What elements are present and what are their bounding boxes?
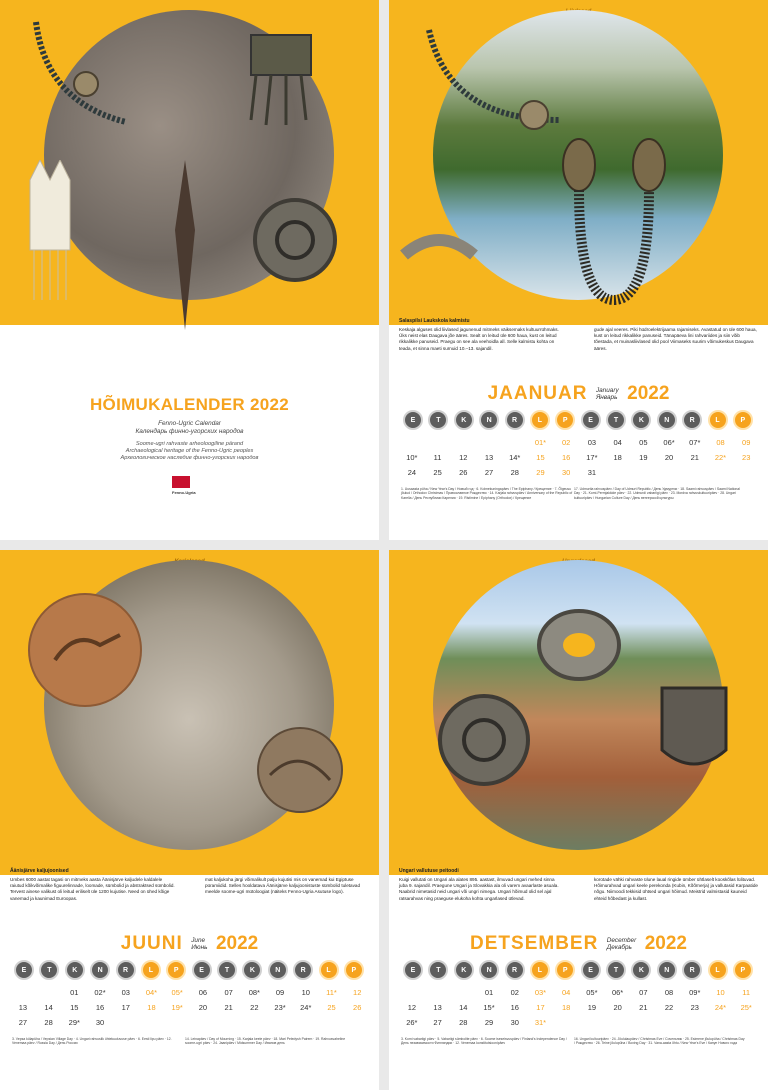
- date-cell: 26: [459, 468, 468, 477]
- holiday-notes: [401, 487, 756, 500]
- date-cell: [656, 1015, 682, 1030]
- body-text-right: mat kaljukoha järgi võimalikult palju kujutisi mis on vanemad kui Egiptuse püramiidid. Selles hooldatava Äänisjärve kaljujoonistuste sümbolid tuletavad meelde soome-ugri mütoloogiat (näiteks Fenno-Ugria Asutuse logo).: [205, 877, 361, 895]
- date-cell: 02: [562, 438, 571, 447]
- weekday-head: L: [708, 410, 728, 430]
- bracelet-icon: [399, 225, 479, 285]
- date-cell: 10*: [406, 453, 418, 462]
- date-cell: 07: [639, 988, 648, 997]
- weekday-head: E: [403, 410, 423, 430]
- weekday-head: R: [505, 410, 525, 430]
- body-text-left: Umbes 6000 aastat tagasi on mitmeks aasta Äänisjärve kaljudele kaldalele raiutud kõikvõimalike figuurelinnade, loomade, sümbolid ja abstraktsed sümbolid. Tervest ainese valikust oli leitud eriliselt üle 1200 kujutise. Need on ühed kõige vanemad ja kaunimad Euroopas.: [10, 877, 175, 901]
- date-row: [399, 450, 759, 465]
- date-cell: 06*: [611, 988, 624, 997]
- date-cell: 08: [664, 988, 674, 997]
- date-cell: [733, 1015, 759, 1030]
- date-cell: 25: [433, 468, 442, 477]
- date-cell: 02*: [94, 988, 106, 997]
- oval-brooch-icon: [534, 605, 624, 685]
- desc-en: Archaeological heritage of the Fenno-Ugric peoples: [125, 448, 254, 454]
- weekday-head: P: [733, 410, 753, 430]
- date-cell: 04*: [145, 988, 158, 997]
- month-translations: [607, 937, 636, 951]
- date-cell: [241, 1015, 267, 1030]
- date-cell: 28: [459, 1018, 468, 1027]
- calendar-title: HÕIMUKALENDER 2022: [89, 395, 290, 414]
- month-heading: [389, 933, 768, 955]
- photo-label: Äänisjärve kaljujoonised: [10, 868, 69, 874]
- date-cell: 29*: [68, 1018, 80, 1027]
- date-cell: 14: [459, 1003, 468, 1012]
- date-cell: 24*: [714, 1003, 727, 1012]
- weekday-head: T: [428, 410, 448, 430]
- weekday-head: R: [505, 960, 525, 980]
- date-cell: [708, 1015, 734, 1030]
- date-cell: 12: [459, 453, 468, 462]
- weekday-head: E: [581, 960, 601, 980]
- date-cell: 03: [121, 988, 130, 997]
- date-cell: [344, 1015, 370, 1030]
- january-page: [389, 0, 768, 540]
- date-cell: 07: [224, 988, 233, 997]
- date-cell: [267, 1015, 293, 1030]
- date-cell: [579, 1015, 605, 1030]
- date-cell: 06*: [663, 438, 675, 447]
- weekday-head: K: [631, 410, 651, 430]
- date-cell: 10: [716, 988, 725, 997]
- date-cell: 13: [484, 453, 494, 462]
- date-cell: [425, 985, 451, 1000]
- date-cell: 23: [690, 1003, 699, 1012]
- desc-ru: Археологическое наследие финно-угорских народов: [120, 455, 259, 461]
- date-cell: 10: [301, 988, 310, 997]
- date-cell: 27: [484, 468, 494, 477]
- subtitle-en: Fenno-Ugric Calendar: [158, 420, 221, 427]
- date-cell: 27: [433, 1018, 442, 1027]
- date-cell: 15*: [483, 1003, 495, 1012]
- date-grid: [10, 985, 370, 1030]
- date-row: [399, 1015, 759, 1030]
- month-ru: Июнь: [191, 944, 208, 951]
- date-cell: 04: [562, 988, 571, 997]
- weekday-head: N: [90, 960, 110, 980]
- weekday-head: T: [606, 410, 626, 430]
- date-cell: 21: [690, 453, 699, 462]
- date-cell: 16: [510, 1003, 519, 1012]
- date-cell: 29: [484, 1018, 494, 1027]
- month-year: 2022: [627, 383, 670, 404]
- date-cell: 09*: [689, 988, 701, 997]
- weekday-head: E: [581, 410, 601, 430]
- weekday-head: N: [657, 960, 677, 980]
- date-cell: 26*: [406, 1018, 418, 1027]
- date-cell: 26: [353, 1003, 362, 1012]
- date-cell: 12: [407, 1003, 417, 1012]
- date-row: [399, 1000, 759, 1015]
- date-cell: 21: [224, 1003, 233, 1012]
- body-text-left: Keskaja alguses olid liivlased jagunenud mitmeks väiksemaks kultuurrühmaks. Üks neist elas Daugava jõe ääres. Sealt on leitud üle 600 haua, kust on leitud rikkalikke panuseid. Praegu on see ala veehoidla all. Selle kalmistu kohta on teada, et sinna maeti surnuid 10.–13. sajandil.: [399, 327, 559, 351]
- date-grid: [399, 985, 759, 1030]
- sabretache-plate-icon: [654, 680, 734, 780]
- weekday-header: [403, 410, 753, 430]
- date-cell: 30: [95, 1018, 105, 1027]
- weekday-head: P: [166, 960, 186, 980]
- date-cell: [164, 1015, 190, 1030]
- date-cell: 27: [18, 1018, 28, 1027]
- weekday-head: K: [454, 410, 474, 430]
- date-cell: 29: [536, 468, 545, 477]
- month-name: JUUNI: [120, 933, 183, 954]
- notes-right: 17. Udmurtia rahvuspäev / Day of Udmurt Republic / День Удмуртии · 18. Saami rahvuspäev / Saami National Day · 21. Komi-Permjakkide päev · 22. Udmurdi vabariigi päev · 23. Mordva rahvuskultuuripäev · 28. Ungari kultuuripäev / Hungarian Culture Day / День венгерской культуры: [573, 487, 740, 500]
- date-row: [399, 435, 759, 450]
- round-brooch-icon: [250, 195, 340, 285]
- weekday-head: E: [403, 960, 423, 980]
- weekday-head: K: [454, 960, 474, 980]
- date-cell: [190, 1015, 216, 1030]
- date-cell: [605, 1015, 631, 1030]
- weekday-head: R: [682, 960, 702, 980]
- date-cell: [10, 985, 36, 1000]
- weekday-head: R: [682, 410, 702, 430]
- month-translations: [596, 387, 619, 401]
- body-text-left: Kuigi vallutati on Ungari ala alates 895. aastast, ilmuvad ungari mehed sinna juba 9. sajandil. Praegune Ungari ja Slovakkia ala oli varem avaarlaste asuala. Naabrid nimetasid neid ungari või ungri nimega. Ungari hõimud olid sel ajal ratsarahvas ning praeguse elukoha kohta ungarlased ütlevad.: [399, 877, 559, 901]
- date-cell: 25: [327, 1003, 336, 1012]
- date-cell: [450, 985, 476, 1000]
- bead-necklace-icon: [26, 12, 146, 132]
- month-name: JAANUAR: [487, 383, 588, 404]
- date-cell: 17: [536, 1003, 545, 1012]
- date-cell: [656, 465, 682, 480]
- cover-page: [0, 0, 379, 540]
- weekday-header: [403, 960, 753, 980]
- calendar-description: [0, 441, 379, 462]
- date-cell: 19*: [171, 1003, 183, 1012]
- date-cell: 19: [639, 453, 648, 462]
- weekday-head: P: [555, 410, 575, 430]
- rock-carving-detail-icon: [25, 590, 145, 710]
- weekday-head: R: [116, 960, 136, 980]
- date-cell: 09: [742, 438, 751, 447]
- photo-label: Ungari vallutuse peitoodi: [399, 868, 459, 874]
- date-cell: 30: [510, 1018, 519, 1027]
- month-ru: Январь: [595, 394, 618, 401]
- month-year: 2022: [215, 933, 259, 954]
- date-cell: 11: [742, 988, 751, 997]
- date-cell: 22: [664, 1003, 674, 1012]
- date-cell: [630, 465, 656, 480]
- weekday-head: P: [733, 960, 753, 980]
- date-row: [10, 985, 370, 1000]
- date-cell: 16: [95, 1003, 105, 1012]
- date-cell: 20: [613, 1003, 622, 1012]
- weekday-head: E: [192, 960, 212, 980]
- bronze-pendant-icon: [236, 30, 326, 130]
- month-heading: [389, 383, 768, 405]
- date-cell: 31: [587, 468, 597, 477]
- date-cell: [502, 435, 528, 450]
- month-en: June: [191, 937, 206, 944]
- month-translations: [191, 937, 207, 951]
- date-cell: 02: [510, 988, 519, 997]
- date-cell: 13: [433, 1003, 442, 1012]
- date-cell: 31*: [534, 1018, 547, 1027]
- date-cell: 07*: [689, 438, 701, 447]
- date-cell: 18: [562, 1003, 571, 1012]
- date-cell: 23*: [274, 1003, 286, 1012]
- date-cell: 06: [198, 988, 208, 997]
- date-cell: 08: [716, 438, 725, 447]
- date-cell: 19: [587, 1003, 597, 1012]
- date-cell: [293, 1015, 319, 1030]
- notes-right: 16. Ungari kultuuripäev · 24. Jõululaupäev / Christmas Eve / Сочельник · 25. Esimene jõulupüha / Christmas Day / Рождество · 26. Teine jõulupüha / Boxing Day · 31. Vana-aasta õhtu / New Year's Eve / Канун Нового года: [573, 1037, 745, 1046]
- weekday-head: K: [631, 960, 651, 980]
- bone-comb-icon: [20, 160, 80, 310]
- date-cell: 21: [639, 1003, 648, 1012]
- notes-left: 3. Vepsa külapüha / Vepsian Village Day · 4. Ungari rahvuslik ühtekuuluvuse päev · 6. Eesti lipu päev · 12. Venemaa päev / Russia Day / День России: [12, 1037, 172, 1046]
- chain-jewelry-icon: [549, 130, 679, 310]
- date-cell: [319, 1015, 345, 1030]
- weekday-head: N: [268, 960, 288, 980]
- weekday-head: K: [242, 960, 262, 980]
- date-cell: [399, 985, 425, 1000]
- date-cell: [216, 1015, 242, 1030]
- date-cell: 01: [484, 988, 494, 997]
- date-cell: 05: [639, 438, 648, 447]
- desc-et: Soome-ugri rahvaste arheoloogiline pärand: [135, 441, 244, 447]
- date-cell: [113, 1015, 139, 1030]
- fenno-ugria-logo: [172, 476, 190, 488]
- date-cell: 28: [44, 1018, 53, 1027]
- date-cell: 15: [536, 453, 545, 462]
- date-cell: [476, 435, 502, 450]
- date-cell: [139, 1015, 165, 1030]
- date-cell: 03*: [534, 988, 547, 997]
- holiday-notes: [12, 1037, 367, 1046]
- weekday-head: L: [319, 960, 339, 980]
- date-cell: 09: [275, 988, 285, 997]
- date-cell: 20: [198, 1003, 208, 1012]
- weekday-head: T: [39, 960, 59, 980]
- date-cell: 08*: [248, 988, 260, 997]
- holiday-notes: [401, 1037, 756, 1046]
- date-cell: [605, 465, 631, 480]
- date-cell: 23: [742, 453, 751, 462]
- rock-closeup-icon: [255, 725, 345, 815]
- date-row: [10, 1015, 370, 1030]
- date-cell: 01*: [534, 438, 547, 447]
- date-cell: 13: [18, 1003, 28, 1012]
- weekday-head: K: [65, 960, 85, 980]
- photo-label: Salaspilsi Laukskola kalmistu: [399, 318, 470, 324]
- weekday-head: T: [217, 960, 237, 980]
- date-cell: 24*: [300, 1003, 312, 1012]
- weekday-head: N: [479, 960, 499, 980]
- weekday-head: N: [657, 410, 677, 430]
- date-cell: 11: [433, 453, 442, 462]
- date-cell: [733, 465, 759, 480]
- date-cell: 01: [70, 988, 79, 997]
- weekday-head: L: [708, 960, 728, 980]
- date-cell: 05*: [586, 988, 598, 997]
- date-cell: 28: [510, 468, 519, 477]
- date-cell: 15: [70, 1003, 79, 1012]
- date-cell: [630, 1015, 656, 1030]
- date-cell: 16: [562, 453, 571, 462]
- date-cell: 22: [250, 1003, 259, 1012]
- date-cell: 22*: [714, 453, 727, 462]
- weekday-head: T: [428, 960, 448, 980]
- notes-left: 3. Komi vabariigi päev · 5. Vabariigi sümbolite päev · 6. Soome iseseisvuspäev / Finland's Independence Day / День независимости Финляндии · 12. Venemaa konstitutsioonipäev: [401, 1037, 567, 1046]
- date-cell: [425, 435, 451, 450]
- notes-left: 1. Uusaasta püha / New Year's Day / Новый год · 6. Kolmekuningapäev / The Epiphany / Крещение · 7. Õigeusu jõulud / Orthodox Christmas / Православное Рождество · 14. Karjala rahvuspäev / Anniversary of the Republic of Karelia / День Республики Карелия · 19. Ristimine / Epiphany (Orthodox) / Крещение: [401, 487, 573, 500]
- date-cell: 04: [613, 438, 622, 447]
- month-heading: [0, 933, 379, 955]
- weekday-head: R: [293, 960, 313, 980]
- subtitle-ru: Календарь финно-угорских народов: [135, 428, 244, 435]
- date-grid: [399, 435, 759, 480]
- date-row: [399, 985, 759, 1000]
- weekday-head: L: [141, 960, 161, 980]
- notes-right: 14. Leinapäev / Day of Mourning · 15. Karjala keele päev · 18. Mari Peledysh Pairem · 19. Rahvusvaheline soome-ugri päev · 24. Jaanipäev / Midsummer Day / Иванов день: [184, 1037, 346, 1046]
- weekday-head: L: [530, 410, 550, 430]
- date-cell: [553, 1015, 579, 1030]
- date-cell: [682, 1015, 708, 1030]
- date-cell: 14*: [509, 453, 521, 462]
- body-text-right: korotade vähki rahvaste ülune laual ringide ümber ühtlaselt kooskõlas lülituvad. Hõimurahvad ungari keele perekonda (Kubin, Kõõrnerja) ja vallutasid Karpaatide nõgu. Niimoodi tekkisid ühtsed ungari hõimud. Meistrid valmistasid kauneid ehteid hõbedast ja kullast.: [594, 877, 758, 901]
- logo-text: Fenno-Ugria: [172, 490, 196, 495]
- date-cell: [682, 465, 708, 480]
- month-ru: Декабрь: [606, 944, 632, 951]
- date-cell: [450, 435, 476, 450]
- round-brooch-icon: [434, 690, 534, 790]
- weekday-head: N: [479, 410, 499, 430]
- date-cell: 12: [353, 988, 362, 997]
- body-text-right: gude ajal veeres. Piki hüdroelektrijaama rajamiseks. Avastatud on üle 600 haua, kust on leitud rikkalikke panuseid. Tänapäeva lini rahvariides ja siin võib tõestada, et muinasliivlased olid pool Viimaseks suurim võimukeskus Daugava ääres.: [594, 327, 757, 351]
- date-row: [10, 1000, 370, 1015]
- december-page: [389, 550, 768, 1090]
- date-cell: 20: [664, 453, 674, 462]
- weekday-header: [14, 960, 364, 980]
- date-cell: 24: [407, 468, 417, 477]
- spearhead-icon: [170, 160, 200, 330]
- weekday-head: P: [344, 960, 364, 980]
- date-cell: 11*: [326, 988, 337, 997]
- month-name: DETSEMBER: [470, 933, 599, 954]
- date-cell: 30: [562, 468, 571, 477]
- date-cell: 05*: [171, 988, 183, 997]
- month-en: December: [606, 937, 637, 944]
- date-cell: 17*: [586, 453, 598, 462]
- bead-necklace-icon: [419, 20, 569, 140]
- weekday-head: L: [530, 960, 550, 980]
- date-cell: 17: [121, 1003, 130, 1012]
- date-cell: [399, 435, 425, 450]
- date-cell: 14: [44, 1003, 53, 1012]
- calendar-subtitle: [0, 420, 379, 436]
- date-cell: [708, 465, 734, 480]
- date-cell: 18: [147, 1003, 156, 1012]
- june-page: [0, 550, 379, 1090]
- weekday-head: E: [14, 960, 34, 980]
- date-cell: 25*: [740, 1003, 752, 1012]
- date-cell: 18: [613, 453, 622, 462]
- date-cell: 03: [587, 438, 597, 447]
- month-en: January: [595, 387, 619, 394]
- weekday-head: P: [555, 960, 575, 980]
- weekday-head: T: [606, 960, 626, 980]
- date-row: [399, 465, 759, 480]
- date-cell: [36, 985, 62, 1000]
- month-year: 2022: [644, 933, 687, 954]
